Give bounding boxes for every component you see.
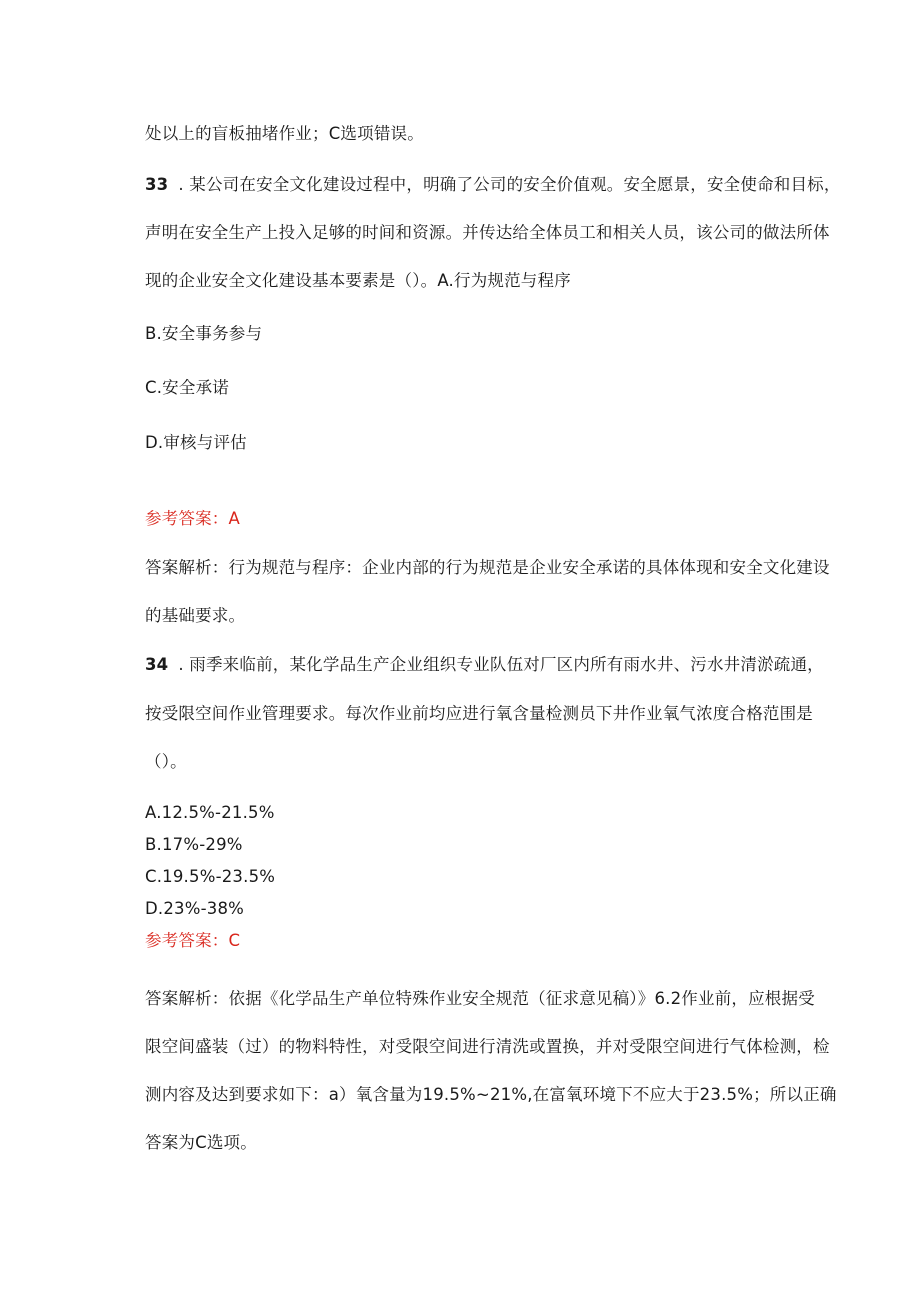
reference-answer: 参考答案：C — [145, 931, 241, 950]
question-33-line-3: 现的企业安全文化建设基本要素是（）。A.行为规范与程序 — [145, 271, 571, 290]
answer-explanation-line-1: 答案解析：依据《化学品生产单位特殊作业安全规范（征求意见稿）》6.2作业前，应根据受 — [145, 989, 815, 1008]
question-34-line-2: 按受限空间作业管理要求。每次作业前均应进行氧含量检测员下井作业氧气浓度合格范围是 — [145, 704, 813, 723]
answer-explanation-line-1: 答案解析：行为规范与程序：企业内部的行为规范是企业安全承诺的具体体现和安全文化建设 — [145, 558, 830, 577]
answer-explanation-line-2: 的基础要求。 — [145, 606, 246, 625]
text-line: 处以上的盲板抽堵作业；C选项错误。 — [145, 124, 424, 143]
question-33-line-1 — [145, 174, 841, 196]
reference-answer: 参考答案：A — [145, 509, 240, 528]
answer-explanation-line-4: 答案为C选项。 — [145, 1133, 257, 1152]
option-b: B.安全事务参与 — [145, 324, 263, 343]
option-b: B.17%-29% — [145, 835, 243, 854]
question-34-line-1 — [145, 654, 824, 676]
question-number: 33 — [145, 175, 169, 194]
option-c: C.19.5%-23.5% — [145, 867, 276, 886]
question-text: . 某公司在安全文化建设过程中，明确了公司的安全价值观。安全愿景，安全使命和目标， — [178, 175, 841, 194]
question-34-line-3: （）。 — [145, 752, 187, 771]
answer-explanation-line-2: 限空间盛装（过）的物料特性，对受限空间进行清洗或置换，并对受限空间进行气体检测，检 — [145, 1037, 830, 1056]
question-33-line-2: 声明在安全生产上投入足够的时间和资源。并传达给全体员工和相关人员，该公司的做法所体 — [145, 223, 830, 242]
option-c: C.安全承诺 — [145, 378, 229, 397]
option-a: A.12.5%-21.5% — [145, 803, 275, 822]
option-d: D.23%-38% — [145, 899, 245, 918]
question-number: 34 — [145, 655, 169, 674]
answer-explanation-line-3: 测内容及达到要求如下：a）氧含量为19.5%~21%,在富氧环境下不应大于23.5%；所以正确 — [145, 1085, 837, 1104]
question-text: . 雨季来临前，某化学品生产企业组织专业队伍对厂区内所有雨水井、污水井清淤疏通， — [178, 655, 824, 674]
option-d: D.审核与评估 — [145, 433, 247, 452]
